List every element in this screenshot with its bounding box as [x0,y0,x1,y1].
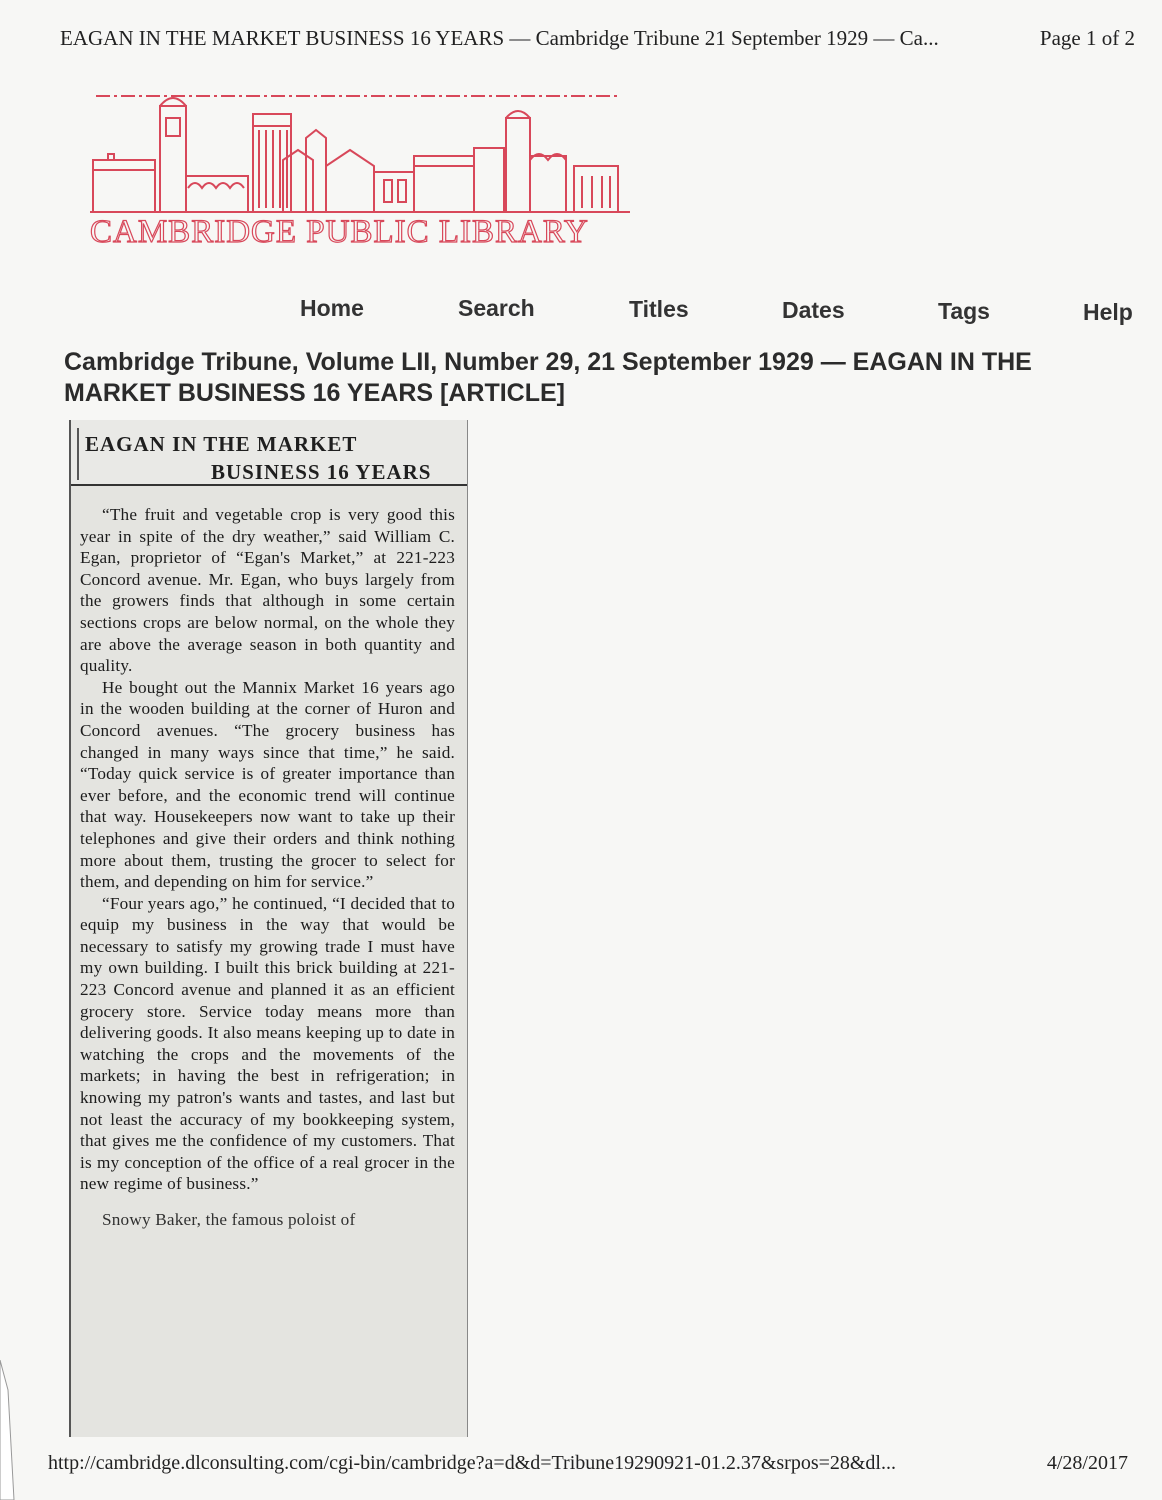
article-body [71,486,467,1231]
article-paragraph: “Four years ago,” he continued, “I decided that to equip my business in the way that would be necessary to satisfy my growing trade I must have my own building. I built this brick building at 221-223 Concord avenue and planned it as an efficient grocery store. Service today means more than delivering goods. It also means keeping up to date in watching the crops and the movements of the markets; in having the best in refrigeration; in knowing my patron's wants and tastes, and last but not least the accuracy of my bookkeeping system, that gives me the confidence of my customers. That is my conception of the office of a real grocer in the new regime of business.” [80,893,455,1194]
nav-tags[interactable]: Tags [938,298,990,324]
scan-edge-shadow [0,1360,24,1500]
page-title: Cambridge Tribune, Volume LII, Number 29, 21 September 1929 — EAGAN IN THE MARKET BUSINESS 16 YEARS [ARTICLE] [64,348,1032,407]
column-rule [77,428,79,480]
print-footer [48,1452,1128,1475]
footer-url: http://cambridge.dlconsulting.com/cgi-bin/cambridge?a=d&d=Tribune19290921-01.2.37&srpos=28&dl... [48,1452,896,1474]
article-paragraph: “The fruit and vegetable crop is very good this year in spite of the dry weather,” said William C. Egan, proprietor of “Egan's Market,” at 221-223 Concord avenue. Mr. Egan, who buys largely from the growers finds that although in some certain sections crops are below normal, on the whole they are above the average season in both quantity and quality. [80,505,455,676]
article-paragraph: Snowy Baker, the famous poloist of [102,1210,356,1229]
nav-search[interactable]: Search [458,295,535,321]
library-logo-text: CAMBRIDGE PUBLIC LIBRARY [90,214,589,250]
article-headline [71,420,467,486]
nav-home[interactable]: Home [300,295,364,321]
headline-line-1: EAGAN IN THE MARKET [85,432,358,456]
footer-date: 4/28/2017 [1046,1452,1128,1474]
main-nav [0,295,1162,331]
headline-line-2: BUSINESS 16 YEARS [211,460,432,484]
nav-dates[interactable]: Dates [782,297,845,323]
print-header-title: EAGAN IN THE MARKET BUSINESS 16 YEARS — Cambridge Tribune 21 September 1929 — Ca... [60,26,939,50]
nav-help[interactable]: Help [1083,299,1133,325]
nav-titles[interactable]: Titles [629,296,689,322]
article-paragraph: He bought out the Mannix Market 16 years ago in the wooden building at the corner of Huron and Concord avenues. “The grocery business has changed in many ways since that time,” he said. “Today quick service is of greater importance than ever before, and the economic trend will continue that way. Housekeepers now want to take up their telephones and give their orders and think nothing more about them, trusting the grocer to select for them, and depending on him for service.” [80,677,455,892]
print-header [60,26,1135,51]
article-clipping [69,420,468,1437]
print-header-page-number: Page 1 of 2 [1039,26,1135,50]
